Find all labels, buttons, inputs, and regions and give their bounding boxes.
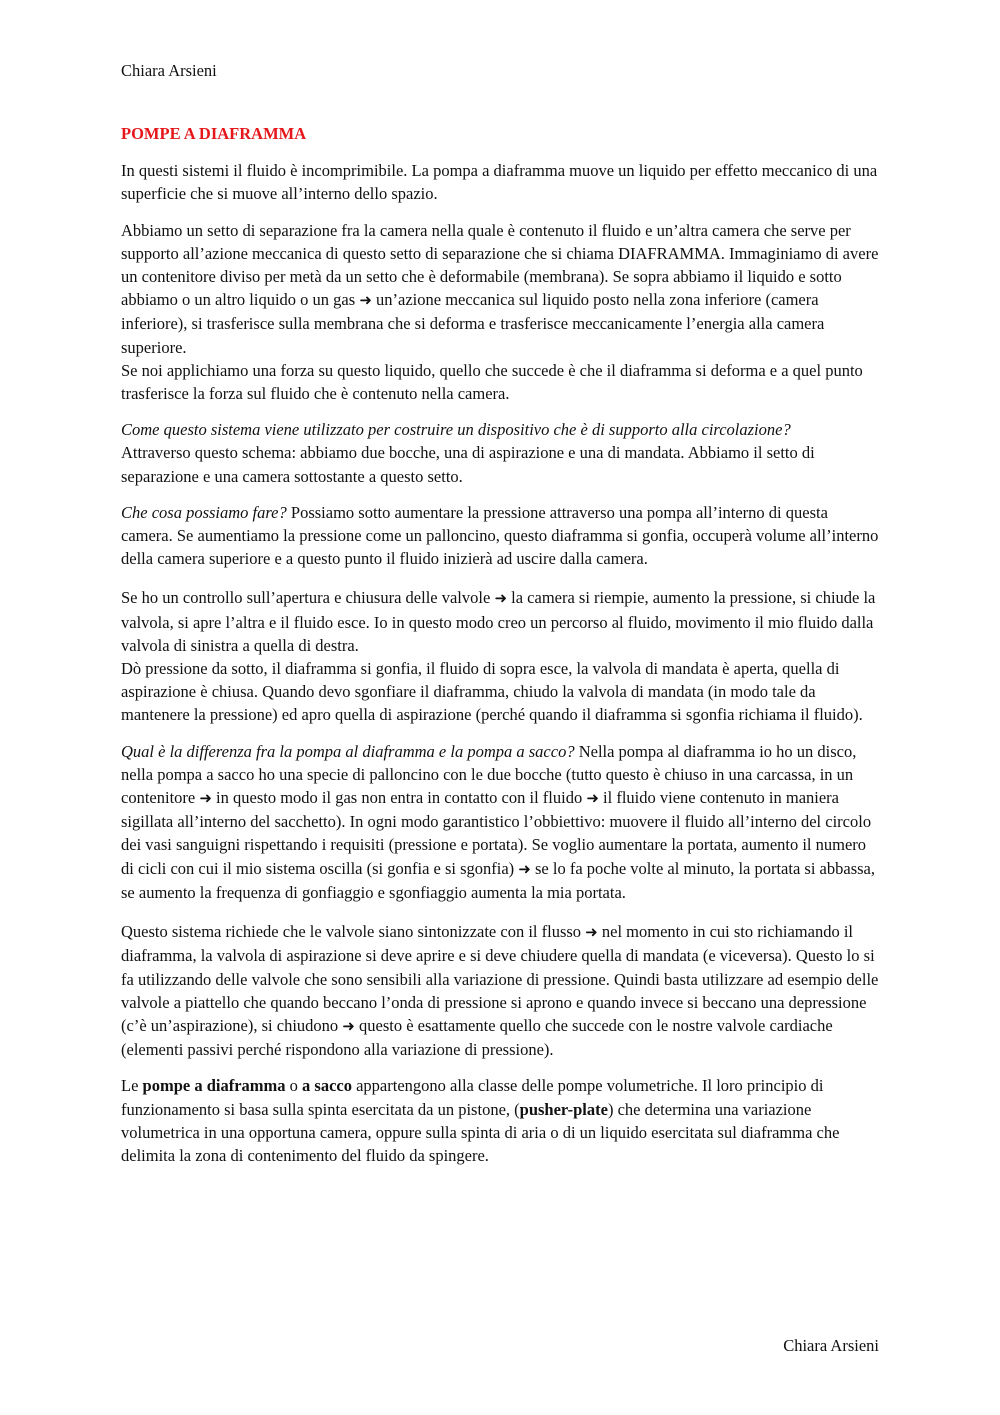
arrow-icon: ➜	[585, 923, 598, 942]
paragraph-9-text-a: Questo sistema richiede che le valvole siano sintonizzate con il flusso	[121, 922, 582, 942]
page-footer-author: Chiara Arsieni	[783, 1336, 879, 1355]
paragraph-8-text-d: se lo fa poche volte al minuto, la portata si abbassa, se aumento la frequenza di gonfiaggio e sgonfiaggio aumenta la mia portata.	[121, 858, 875, 902]
paragraph-2	[121, 219, 881, 359]
paragraph-3-text: Se noi applichiamo una forza su questo liquido, quello che succede è che il diaframma si deforma e a quel punto trasferisce la forza sul fluido che è contenuto nella camera.	[121, 360, 863, 404]
paragraph-10-le: Le	[121, 1076, 139, 1096]
paragraph-10-bold-sacco: a sacco	[302, 1076, 352, 1096]
page-header-author: Chiara Arsieni	[121, 61, 217, 80]
paragraph-8-text-a: Nella pompa al diaframma io ho un disco, nella pompa a sacco ho una specie di palloncino con le due bocche (tutto questo è chiuso in una carcassa, in un contenitore	[121, 741, 857, 808]
paragraph-10-o: o	[289, 1076, 298, 1096]
paragraph-1-text: In questi sistemi il fluido è incomprimibile. La pompa a diaframma muove un liquido per effetto meccanico di una superficie che si muove all’interno dello spazio.	[121, 161, 878, 204]
paragraph-6-text-b: la camera si riempie, aumento la pressione, si chiude la valvola, si apre l’altra e il fluido esce. Io in questo modo creo un percorso al fluido, movimento il mio fluido dalla valvola di sinistra a quella di destra.	[121, 588, 876, 655]
arrow-icon: ➜	[359, 291, 372, 310]
paragraph-10-text-a: appartengono alla classe delle pompe volumetriche. Il loro principio di funzionamento si basa sulla spinta esercitata da un pistone, (	[121, 1076, 824, 1119]
paragraph-10-bold-pusher-plate: pusher-plate	[519, 1099, 608, 1119]
paragraph-2-text-b: un’azione meccanica sul liquido posto nella zona inferiore (camera inferiore), si trasferisce sulla membrana che si deforma e trasferisce meccanicamente l’energia alla camera superiore.	[121, 290, 825, 357]
paragraph-5	[121, 501, 881, 571]
paragraph-7	[121, 657, 881, 727]
arrow-icon: ➜	[342, 1016, 355, 1035]
paragraph-5-text: Possiamo sotto aumentare la pressione attraverso una pompa all’interno di questa camera. Se aumentiamo la pressione come un palloncino, questo diaframma si gonfia, occuperà volume all’interno della camera superiore e a questo punto il fluido inizierà ad uscire dalla camera.	[121, 502, 879, 569]
paragraph-1	[121, 159, 881, 205]
paragraph-4-question: Come questo sistema viene utilizzato per costruire un dispositivo che è di supporto alla circolazione?	[121, 420, 791, 440]
paragraph-9-text-c: questo è esattamente quello che succede con le nostre valvole cardiache (elementi passivi perché rispondono alla variazione di pressione).	[121, 1015, 833, 1060]
paragraph-8-question: Qual è la differenza fra la pompa al diaframma e la pompa a sacco?	[121, 741, 575, 761]
section-title: POMPE A DIAFRAMMA	[121, 124, 307, 143]
paragraph-10	[121, 1074, 881, 1167]
paragraph-7-text: Dò pressione da sotto, il diaframma si gonfia, il fluido di sopra esce, la valvola di mandata è aperta, quella di aspirazione è chiusa. Quando devo sgonfiare il diaframma, chiudo la valvola di mandata (in modo tale da mantenere la pressione) ed apro quella di aspirazione (perché quando il diaframma si sgonfia richiama il fluido).	[121, 659, 863, 725]
paragraph-8-text-b: in questo modo il gas non entra in contatto con il fluido	[216, 788, 583, 808]
document-body	[121, 122, 881, 1180]
paragraph-4-text: Attraverso questo schema: abbiamo due bocche, una di aspirazione e una di mandata. Abbiamo il setto di separazione e una camera sottostante a questo setto.	[121, 443, 815, 486]
paragraph-10-bold-diaframma: pompe a diaframma	[142, 1076, 286, 1096]
paragraph-3	[121, 359, 881, 405]
arrow-icon: ➜	[518, 859, 531, 878]
paragraph-4	[121, 418, 881, 488]
paragraph-8	[121, 740, 881, 904]
paragraph-10-text-b: ) che determina una variazione volumetrica in una opportuna camera, oppure sulla spinta di aria o di un liquido esercitata sul diaframma che delimita la zona di contenimento del fluido da spingere.	[121, 1099, 840, 1165]
arrow-icon: ➜	[199, 789, 212, 808]
paragraph-6	[121, 586, 881, 657]
paragraph-6-text-a: Se ho un controllo sull’apertura e chiusura delle valvole	[121, 588, 491, 608]
paragraph-2-text-a: Abbiamo un setto di separazione fra la camera nella quale è contenuto il fluido e un’altra camera che serve per supporto all’azione meccanica di questo setto di separazione che si chiama DIAFRAMMA. Immaginiamo di avere un contenitore diviso per metà da un setto che è deformabile (membrana). Se sopra abbiamo il liquido e sotto abbiamo o un altro liquido o un gas	[121, 220, 879, 310]
arrow-icon: ➜	[586, 789, 599, 808]
paragraph-8-text-c: il fluido viene contenuto in maniera sigillata all’interno del sacchetto). In ogni modo garantistico l’obbiettivo: muovere il fluido all’interno del circolo dei vasi sanguigni rispettando i requisiti (pressione e portata). Se voglio aumentare la portata, aumento il numero di cicli con cui il mio sistema oscilla (si gonfia e si sgonfia)	[121, 788, 872, 878]
paragraph-9-text-b: nel momento in cui sto richiamando il diaframma, la valvola di aspirazione si deve aprire e si deve chiudere quella di mandata (e viceversa). Questo lo si fa utilizzando delle valvole che sono sensibili alla variazione di pressione. Quindi basta utilizzare ad esempio delle valvole a piattello che quando beccano l’onda di pressione si aprono e quando invece si beccano una depressione (c’è un’aspirazione), si chiudono	[121, 922, 879, 1035]
arrow-icon: ➜	[494, 589, 508, 608]
paragraph-5-question: Che cosa possiamo fare?	[121, 502, 287, 522]
paragraph-9	[121, 920, 881, 1061]
